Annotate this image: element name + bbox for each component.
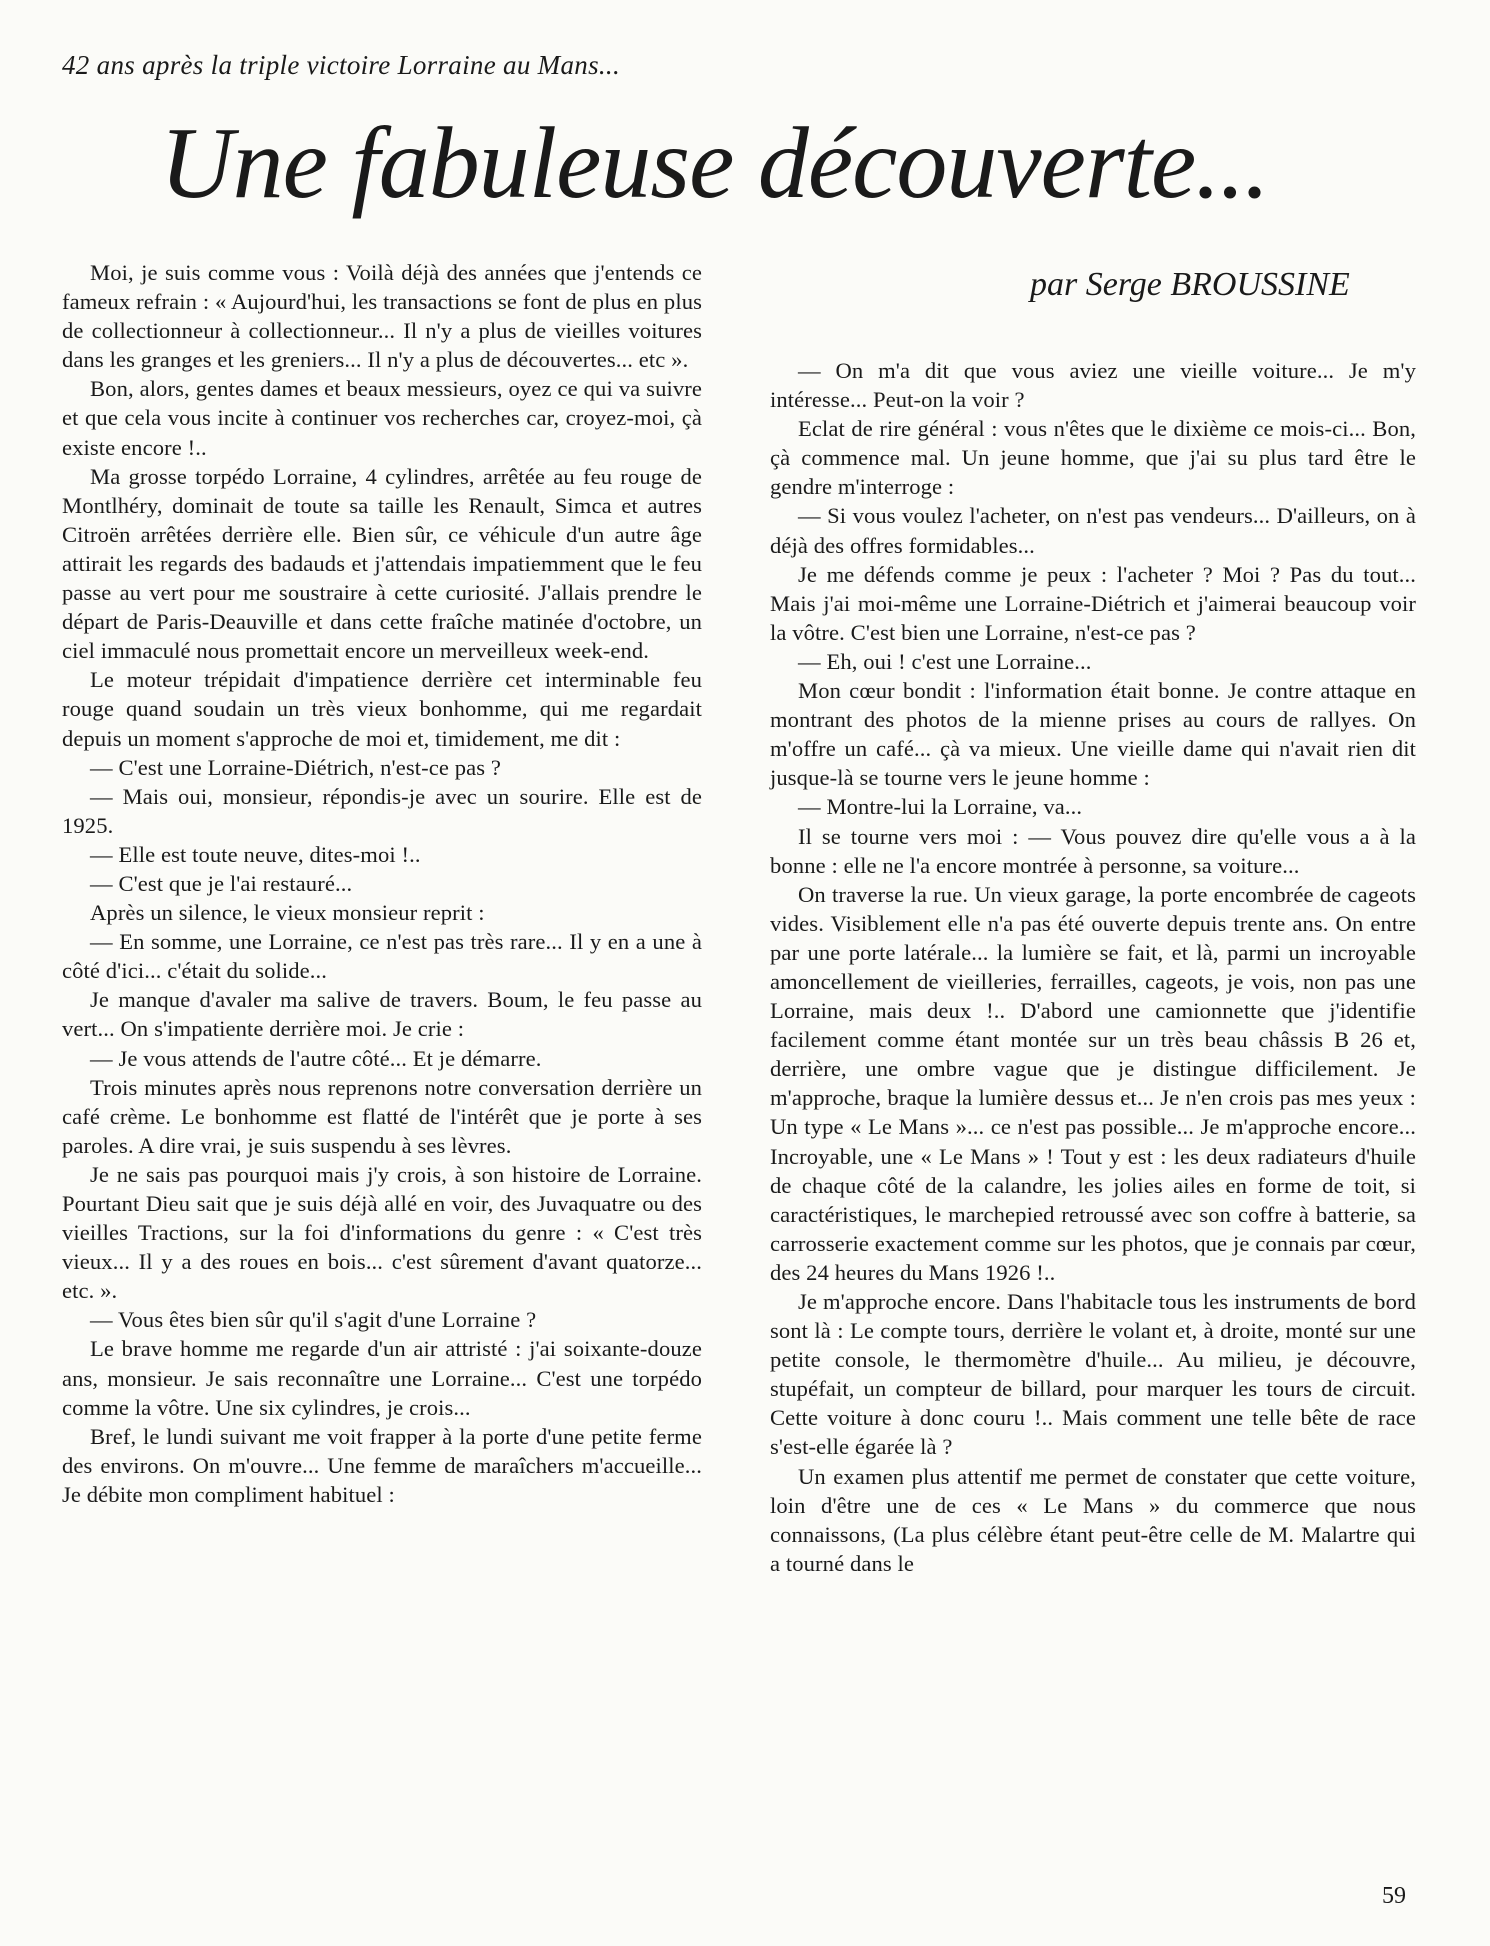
paragraph: — En somme, une Lorraine, ce n'est pas très rare... Il y en a une à côté d'ici... c'était du solide... <box>62 929 702 984</box>
paragraph: Je ne sais pas pourquoi mais j'y crois, à son histoire de Lorraine. Pourtant Dieu sait que je suis déjà allé en voir, des Juvaquatre ou des vieilles Tractions, sur la foi d'informations du genre : « C'est très vieux... Il y a des roues en bois... c'est sûrement d'avant quatorze... etc. ». <box>62 1161 702 1304</box>
author-byline: par Serge BROUSSINE <box>1030 266 1350 303</box>
paragraph: — C'est que je l'ai restauré... <box>90 870 353 896</box>
page-number: 59 <box>1382 1883 1406 1909</box>
paragraph: Il se tourne vers moi : — Vous pouvez dire qu'elle vous a à la bonne : elle ne l'a encore montrée à personne, sa voiture... <box>770 823 1416 878</box>
paragraph: — On m'a dit que vous aviez une vieille voiture... Je m'y intéresse... Peut-on la voir ? <box>770 358 1416 413</box>
paragraph: Un examen plus attentif me permet de constater que cette voiture, loin d'être une de ces « Le Mans » du commerce que nous connaissons, (La plus célèbre étant peut-être celle de M. Malartre qui a tourné dans le <box>770 1463 1416 1576</box>
paragraph: Trois minutes après nous reprenons notre conversation derrière un café crème. Le bonhomme est flatté de l'intérêt que je porte à ses paroles. A dire vrai, je suis suspendu à ses lèvres. <box>62 1074 702 1158</box>
paragraph: Eclat de rire général : vous n'êtes que le dixième ce mois-ci... Bon, çà commence mal. Un jeune homme, que j'ai su plus tard être le gendre m'interroge : <box>770 416 1416 500</box>
paragraph: On traverse la rue. Un vieux garage, la porte encombrée de cageots vides. Visiblement elle n'a pas été ouverte depuis trente ans. On entre par une porte latérale... la lumière se fait, et là, parmi un incroyable amoncellement de vieilleries, ferrailles, cageots, je vois, non pas une Lorraine, mais deux !.. D'abord une camionnette que j'identifie facilement comme étant montée sur un très beau châssis B 26 et, derrière, une ombre vague que je distingue difficilement. Je m'approche, braque la lumière dessus et... Je n'en crois pas mes yeux : Un type « Le Mans »... ce n'est pas possible... Je m'approche encore... Incroyable, une « Le Mans » ! Tout y est : les deux radiateurs d'huile de chaque côté de la calandre, les jolies ailes en forme de toit, si caractéristiques, le marchepied retroussé avec son coffre à batterie, sa carrosserie exactement comme sur les photos, que je connais par cœur, des 24 heures du Mans 1926 !.. <box>770 881 1416 1285</box>
paragraph: Le brave homme me regarde d'un air attristé : j'ai soixante-douze ans, monsieur. Je sais reconnaître une Lorraine... C'est une torpédo comme la vôtre. Une six cylindres, je crois... <box>62 1336 702 1420</box>
paragraph: Bon, alors, gentes dames et beaux messieurs, oyez ce qui va suivre et que cela vous incite à continuer vos recherches car, croyez-moi, çà existe encore !.. <box>62 376 702 460</box>
paragraph: Le moteur trépidait d'impatience derrière cet interminable feu rouge quand soudain un très vieux bonhomme, qui me regardait depuis un moment s'approche de moi et, timidement, me dit : <box>62 667 702 751</box>
paragraph: Je m'approche encore. Dans l'habitacle tous les instruments de bord sont là : Le compte tours, derrière le volant et, à droite, monté sur une petite console, le thermomètre d'huile... Au milieu, je découvre, stupéfait, un compteur de billard, pour marquer les tours de circuit. Cette voiture à donc couru !.. Mais comment une telle bête de race s'est-elle égarée là ? <box>770 1289 1416 1460</box>
paragraph: — Vous êtes bien sûr qu'il s'agit d'une Lorraine ? <box>90 1307 537 1333</box>
paragraph: — C'est une Lorraine-Diétrich, n'est-ce pas ? <box>90 754 502 780</box>
paragraph: Bref, le lundi suivant me voit frapper à la porte d'une petite ferme des environs. On m'ouvre... Une femme de maraîchers m'accueille... Je débite mon compliment habituel : <box>62 1423 702 1507</box>
article-title: Une fabuleuse découverte... <box>160 107 1269 220</box>
paragraph: — Je vous attends de l'autre côté... Et je démarre. <box>90 1045 542 1071</box>
paragraph: Je manque d'avaler ma salive de travers. Boum, le feu passe au vert... On s'impatiente derrière moi. Je crie : <box>62 987 702 1042</box>
paragraph: Je me défends comme je peux : l'acheter ? Moi ? Pas du tout... Mais j'ai moi-même une Lorraine-Diétrich et j'aimerai beaucoup voir la vôtre. C'est bien une Lorraine, n'est-ce pas ? <box>770 561 1416 645</box>
right-column <box>770 356 1416 1578</box>
paragraph: Ma grosse torpédo Lorraine, 4 cylindres, arrêtée au feu rouge de Montlhéry, dominait de toute sa taille les Renault, Simca et autres Citroën arrêtées derrière elle. Bien sûr, ce véhicule d'un autre âge attirait les regards des badauds et j'attendais impatiemment que le feu passe au vert pour me soustraire à cette curiosité. J'allais prendre le départ de Paris-Deauville et dans cette fraîche matinée d'octobre, un ciel immaculé nous promettait encore un merveilleux week-end. <box>62 463 702 664</box>
left-column <box>62 258 702 1509</box>
paragraph: — Eh, oui ! c'est une Lorraine... <box>798 648 1092 674</box>
paragraph: Après un silence, le vieux monsieur reprit : <box>90 900 485 926</box>
article-kicker: 42 ans après la triple victoire Lorraine au Mans... <box>62 50 621 80</box>
paragraph: Moi, je suis comme vous : Voilà déjà des années que j'entends ce fameux refrain : « Aujourd'hui, les transactions se font de plus en plus de collectionneur à collectionneur... Il n'y a plus de vieilles voitures dans les granges et les greniers... Il n'y a plus de découvertes... etc ». <box>62 260 702 373</box>
paragraph: — Si vous voulez l'acheter, on n'est pas vendeurs... D'ailleurs, on à déjà des offres formidables... <box>770 503 1416 558</box>
paragraph: Mon cœur bondit : l'information était bonne. Je contre attaque en montrant des photos de la mienne prises au cours de rallyes. On m'offre un café... çà va mieux. Une vieille dame qui n'avait rien dit jusque-là se tourne vers le jeune homme : <box>770 678 1416 791</box>
paragraph: — Montre-lui la Lorraine, va... <box>798 794 1083 820</box>
paragraph: — Mais oui, monsieur, répondis-je avec un sourire. Elle est de 1925. <box>62 783 702 838</box>
paragraph: — Elle est toute neuve, dites-moi !.. <box>90 841 421 867</box>
